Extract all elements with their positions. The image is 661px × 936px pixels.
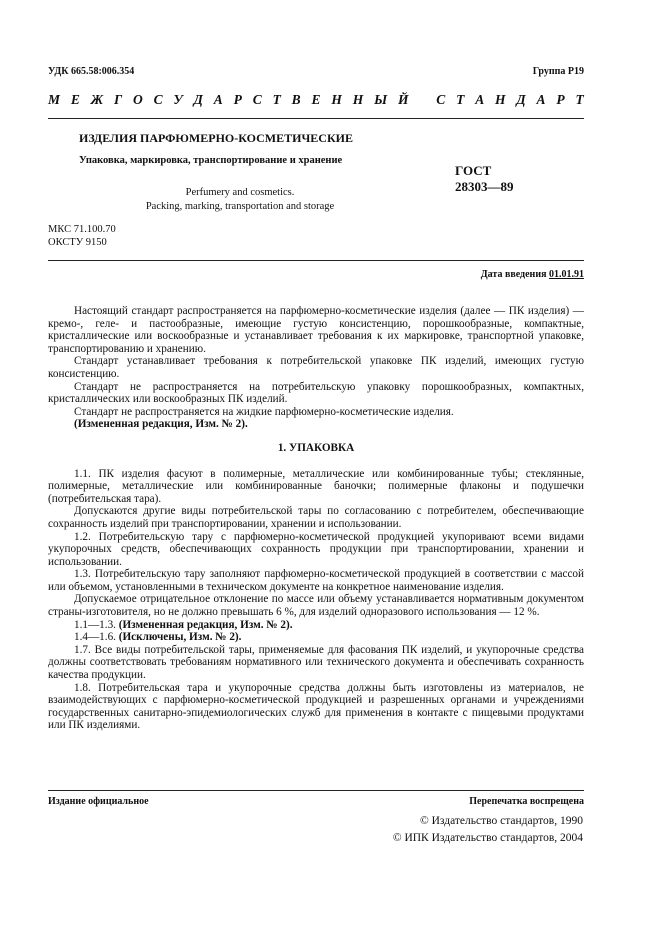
date-value: 01.01.91 <box>549 269 584 280</box>
top-divider <box>48 118 584 119</box>
banner-letter: Н <box>331 92 342 107</box>
banner-letter: Р <box>556 92 565 107</box>
banner-letter: Е <box>311 92 321 107</box>
section-heading: 1. УПАКОВКА <box>277 441 355 454</box>
banner-letter: У <box>173 92 183 107</box>
banner-letter: А <box>536 92 546 107</box>
clause-1-7: 1.7. Все виды потребительской тары, применяемые для фасования ПК изделий, и укупорочные средства должны соответствовать требованиям нормативного или технического документа и обеспечивать сохранность качества продукции. <box>48 643 584 682</box>
banner-word-gap <box>419 92 425 108</box>
okstu-code: ОКСТУ 9150 <box>48 237 107 248</box>
copyright-2004: © ИПК Издательство стандартов, 2004 <box>392 832 583 844</box>
paragraph: Допускаются другие виды потребительской тары по согласованию с потребителем, обеспечивающие сохранность изделий при транспортировании, хранении и использовании. <box>48 505 584 530</box>
paragraph: Стандарт устанавливает требования к потребительской упаковке ПК изделий, имеющих густую консистенцию. <box>48 355 584 380</box>
paragraph: Допускаемое отрицательное отклонение по массе или объему устанавливается нормативным документом страны-изготовителя, но не должно превышать 6 %, для изделий одноразового использования — 12 %. <box>48 593 584 619</box>
clause-range: 1.4—1.6. <box>74 631 116 644</box>
official-edition: Издание официальное <box>48 796 149 807</box>
bottom-divider <box>48 790 584 791</box>
clause-1-8: 1.8. Потребительская тара и укупорочные средства должны быть изготовлены из материалов, не взаимодействующих с парфюмерно-косметической продукцией и разрешенных органами и учреждениями государственных санитарно-эпидемиологических служб для применения в контакте с пищевыми продуктами или ПК изделиями. <box>48 681 584 732</box>
amendment-note: (Измененная редакция, Изм. № 2). <box>74 418 248 431</box>
banner-letter: Т <box>272 92 281 107</box>
english-title-line1: Perfumery and cosmetics. <box>185 187 295 198</box>
banner-letter: О <box>132 92 143 107</box>
copyright-block <box>393 813 583 847</box>
banner-letter: Н <box>352 92 364 107</box>
middle-divider <box>48 260 584 261</box>
clause-1-2: 1.2. Потребительскую тару с парфюмерно-косметической продукцией укупоривают всеми видами укупорочных средств, обеспечивающих сохранность продукции при транспортировании, хранении и использовании. <box>48 530 584 568</box>
clause-1-3: 1.3. Потребительскую тару заполняют парфюмерно-косметической продукцией в соответствии с массой или объемом, установленными в техническом документе на конкретное наименование изделия. <box>48 568 584 593</box>
amendment-note <box>48 619 584 632</box>
english-title <box>120 186 360 214</box>
document-subtitle: Упаковка, маркировка, транспортирование и хранение <box>79 155 343 166</box>
amendment-text: (Исключены, Изм. № 2). <box>118 631 242 644</box>
gost-label: ГОСТ <box>455 163 492 178</box>
classification-codes <box>48 223 116 249</box>
banner-letter: А <box>475 92 485 107</box>
copyright-1990: © Издательство стандартов, 1990 <box>419 815 583 827</box>
banner-letter: Т <box>575 92 584 107</box>
amendment-text: (Измененная редакция, Изм. № 2). <box>118 618 293 631</box>
clause-range: 1.1—1.3. <box>74 618 116 631</box>
group-code: Группа Р19 <box>532 66 584 77</box>
interstate-standard-banner <box>48 92 584 108</box>
introduction-date <box>481 269 584 280</box>
banner-letter: Д <box>193 92 203 107</box>
paragraph: Настоящий стандарт распространяется на парфюмерно-косметические изделия (далее — ПК изделия) — кремо-, геле- и пастообразные, имеющие густую консистенцию, порошкообразные, компактные, кристаллические или воскообразные и устанавливает требования к их маркировке, транспортной упаковке, транспортированию и хранению. <box>48 305 584 355</box>
paragraph: Стандарт не распространяется на жидкие парфюмерно-косметические изделия. <box>74 405 454 418</box>
body-text <box>48 305 584 732</box>
mks-code: МКС 71.100.70 <box>48 224 116 235</box>
amendment-note <box>48 631 584 644</box>
paragraph: Стандарт не распространяется на потребительскую упаковку порошкообразных, компактных, кристаллических или воскообразных ПК изделий. <box>48 380 584 406</box>
reprint-prohibited: Перепечатка воспрещена <box>469 796 584 807</box>
banner-letter: Й <box>398 92 409 107</box>
banner-letter: Ж <box>90 92 104 107</box>
banner-letter: А <box>213 92 223 107</box>
document-title: ИЗДЕЛИЯ ПАРФЮМЕРНО-КОСМЕТИЧЕСКИЕ <box>79 131 353 145</box>
banner-letter: С <box>252 92 262 107</box>
banner-letter: В <box>291 92 301 107</box>
banner-letter: Д <box>516 92 526 107</box>
banner-letter: Е <box>70 92 80 107</box>
gost-designation <box>455 163 514 195</box>
banner-letter: М <box>48 92 61 107</box>
banner-letter: С <box>436 92 446 107</box>
clause-1-1: 1.1. ПК изделия фасуют в полимерные, металлические или комбинированные тубы; стеклянные, полимерные, металлические или комбинированные баночки; полимерные флаконы и подушечки (потребительская тара). <box>48 467 584 505</box>
banner-letter: Т <box>456 92 465 107</box>
banner-letter: Г <box>113 92 123 107</box>
banner-letter: Ы <box>374 92 388 107</box>
date-label: Дата введения <box>480 269 547 280</box>
banner-letter: Р <box>233 92 242 107</box>
english-title-line2: Packing, marking, transportation and storage <box>145 201 335 212</box>
banner-letter: Н <box>495 92 506 107</box>
banner-letter: С <box>153 92 163 107</box>
udk-code: УДК 665.58:006.354 <box>48 66 135 77</box>
gost-number: 28303—89 <box>455 179 514 194</box>
